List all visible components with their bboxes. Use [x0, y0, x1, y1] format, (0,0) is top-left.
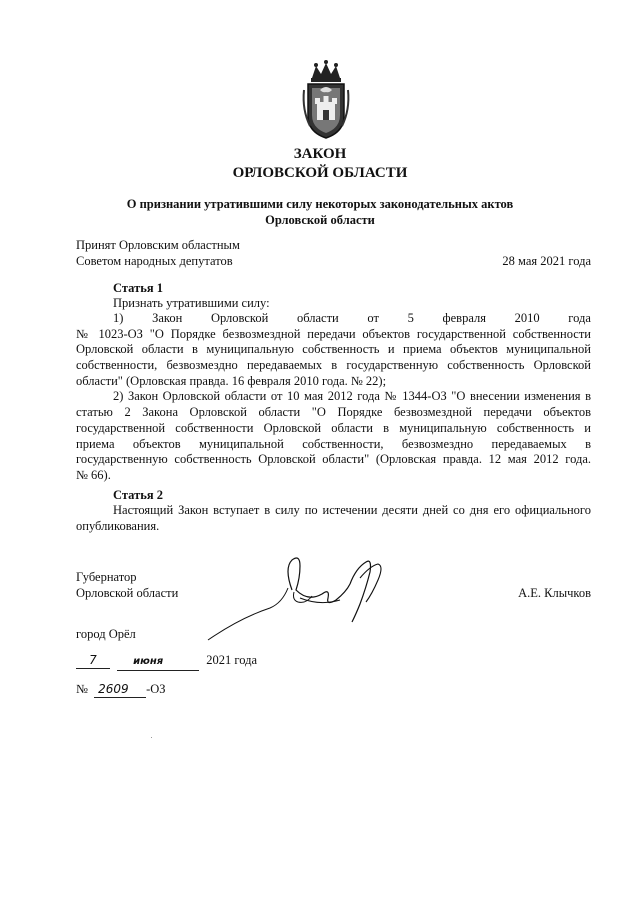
article1-item2-line: государственную собственность Орловской области" (Орловская правда. 12 мая 2012 года.	[76, 452, 591, 466]
governor-name: А.Е. Клычков	[518, 586, 591, 600]
handwritten-signature	[200, 548, 390, 648]
article1-intro: Признать утратившими силу:	[113, 296, 270, 310]
article1-heading: Статья 1	[113, 281, 163, 295]
document-subtitle-line2: Орловской области	[265, 213, 375, 227]
article1-item2-last-line: № 66).	[76, 468, 111, 482]
article1-item1-line: Орловской области в муниципальную собственность и приема объектов муниципальной	[76, 342, 591, 356]
date-year: 2021 года	[206, 653, 257, 667]
number-prefix: №	[76, 682, 88, 696]
item1-word: от	[367, 311, 379, 325]
document-title-law: ЗАКОН	[293, 146, 347, 162]
item1-word: области	[296, 311, 339, 325]
number-field	[94, 681, 146, 698]
item1-word: 2010	[514, 311, 540, 325]
item1-word: Закон	[152, 311, 183, 325]
article1-item1-last-line: области" (Орловская правда. 16 февраля 2010 года. № 22);	[76, 374, 387, 388]
coat-of-arms-emblem	[300, 60, 352, 140]
date-line	[76, 652, 257, 671]
number-suffix: -ОЗ	[146, 682, 166, 696]
item1-word: 1)	[113, 311, 124, 325]
article1-item2-line: государственной собственности Орловской области в муниципальную собственность и	[76, 421, 591, 435]
document-title-region: ОРЛОВСКОЙ ОБЛАСТИ	[232, 165, 408, 181]
date-day: 7	[89, 653, 97, 667]
adoption-line1: Принят Орловским областным	[76, 238, 240, 252]
article2-line1: Настоящий Закон вступает в силу по истечении десяти дней со дня его официального	[113, 503, 591, 517]
number-value: 2609	[98, 682, 129, 696]
article1-item1-line: № 1023-ОЗ "О Порядке безвозмездной передачи объектов государственной собственности	[76, 327, 591, 341]
governor-role-line1: Губернатор	[76, 570, 137, 584]
item1-word: Орловской	[210, 311, 269, 325]
item1-word: 5	[407, 311, 414, 325]
adoption-date: 28 мая 2021 года	[502, 254, 591, 268]
item1-word: года	[568, 311, 591, 325]
article1-item1-line: собственности, безвозмездно передаваемых в государственную собственность Орловской	[76, 358, 591, 372]
article1-item1-first-line	[113, 310, 591, 326]
page-speck	[151, 737, 152, 738]
article1-item2-first-line: 2) Закон Орловской области от 10 мая 2012 года № 1344-ОЗ "О внесении изменения в	[113, 389, 591, 403]
article1-item2-line: статью 2 Закона Орловской области "О Порядке безвозмездной передачи объектов	[76, 405, 591, 419]
governor-role-line2: Орловской области	[76, 586, 179, 600]
item1-word: февраля	[442, 311, 486, 325]
date-day-field	[76, 652, 110, 669]
number-line	[76, 681, 166, 698]
place: город Орёл	[76, 627, 136, 641]
adoption-line2: Советом народных депутатов	[76, 254, 233, 268]
article2-line2: опубликования.	[76, 519, 160, 533]
article1-item2-line: приема объектов муниципальной собственности, безвозмездно передаваемых в	[76, 437, 591, 451]
date-month: июня	[133, 656, 164, 667]
document-subtitle-line1: О признании утратившими силу некоторых законодательных актов	[126, 197, 514, 211]
date-month-field	[117, 652, 199, 671]
article2-heading: Статья 2	[113, 488, 163, 502]
